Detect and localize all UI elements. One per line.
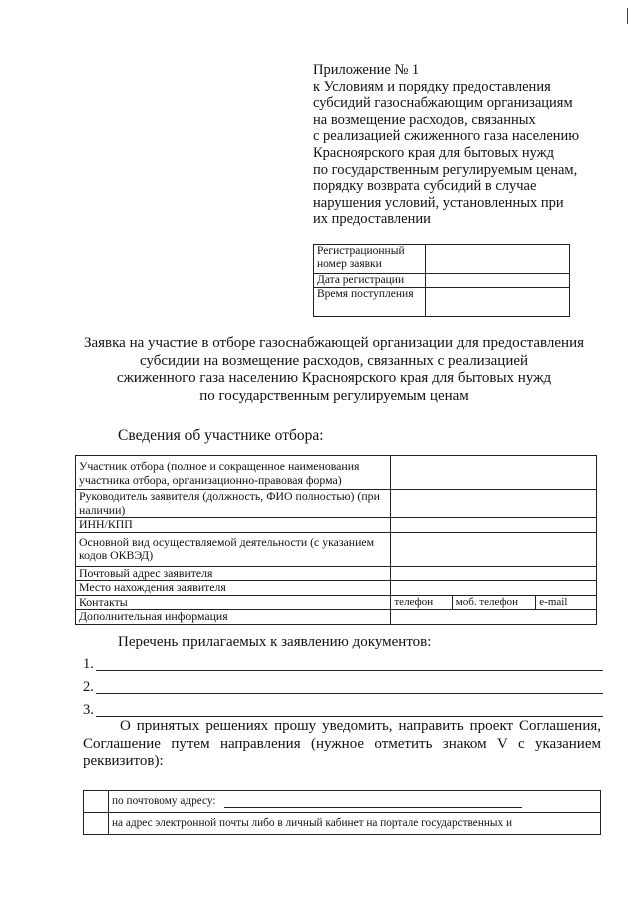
registration-number-field[interactable] — [426, 245, 570, 274]
title-line: сжиженного газа населению Красноярского края для бытовых нужд — [116, 370, 552, 386]
application-title — [60, 335, 608, 405]
email-field[interactable]: e-mail — [536, 595, 597, 610]
document-number: 1. — [83, 656, 94, 672]
table-row — [76, 456, 597, 490]
table-row — [76, 595, 597, 610]
title-line: Заявка на участие в отборе газоснабжающей организации для предоставления — [83, 335, 585, 351]
table-row — [76, 532, 597, 566]
email-option-label: на адрес электронной почты либо в личный кабинет на портале государственных и — [109, 813, 601, 835]
receipt-time-field[interactable] — [426, 288, 570, 317]
document-line — [96, 693, 603, 694]
registration-date-label: Дата регистрации — [314, 274, 426, 288]
table-row — [76, 581, 597, 596]
documents-heading: Перечень прилагаемых к заявлению документов: — [118, 634, 432, 650]
appendix-line: Красноярского края для бытовых нужд — [313, 144, 555, 161]
document-line — [96, 716, 603, 717]
registration-date-field[interactable] — [426, 274, 570, 288]
location-label: Место нахождения заявителя — [76, 581, 391, 596]
participant-name-label: Участник отбора (полное и сокращенное наименования участника отбора, организационно-правовая форма) — [76, 456, 391, 490]
table-row — [314, 288, 570, 317]
table-row — [76, 490, 597, 518]
postal-address-field[interactable] — [391, 566, 597, 581]
location-field[interactable] — [391, 581, 597, 596]
participant-info-heading: Сведения об участнике отбора: — [118, 427, 324, 444]
paragraph-line: Соглашение путем направления (нужное отметить знаком V с указанием — [83, 735, 601, 752]
participant-name-field[interactable] — [391, 456, 597, 490]
appendix-line: Приложение № 1 — [313, 62, 420, 78]
postal-option — [109, 791, 601, 813]
email-option-checkbox[interactable] — [84, 813, 109, 835]
table-row — [76, 518, 597, 533]
page-edge-mark — [627, 8, 628, 24]
table-row — [76, 566, 597, 581]
appendix-line: с реализацией сжиженного газа населению — [313, 128, 580, 145]
mobile-phone-field[interactable]: моб. телефон — [452, 595, 536, 610]
document-entry[interactable] — [83, 679, 603, 697]
inn-kpp-field[interactable] — [391, 518, 597, 533]
head-of-applicant-label: Руководитель заявителя (должность, ФИО полностью) (при наличии) — [76, 490, 391, 518]
postal-option-checkbox[interactable] — [84, 791, 109, 813]
document-line — [96, 670, 603, 671]
registration-table — [313, 244, 570, 317]
registration-number-label: Регистрационный номер заявки — [314, 245, 426, 274]
table-row — [76, 610, 597, 625]
paragraph-line: О принятых решениях прошу уведомить, направить проект Соглашения, — [120, 718, 601, 734]
paragraph-line: реквизитов): — [83, 753, 164, 769]
additional-info-label: Дополнительная информация — [76, 610, 391, 625]
table-row — [84, 813, 601, 835]
table-row — [314, 274, 570, 288]
appendix-line: к Условиям и порядку предоставления — [313, 78, 551, 95]
title-line: субсидии на возмещение расходов, связанных с реализацией — [139, 352, 529, 369]
appendix-line: по государственным регулируемым ценам, — [313, 161, 578, 178]
postal-address-label: Почтовый адрес заявителя — [76, 566, 391, 581]
main-activity-field[interactable] — [391, 532, 597, 566]
appendix-line: нарушения условий, установленных при — [313, 194, 564, 211]
document-entry[interactable] — [83, 656, 603, 674]
delivery-method-table — [83, 790, 601, 835]
contacts-label: Контакты — [76, 595, 391, 610]
inn-kpp-label: ИНН/КПП — [76, 518, 391, 533]
additional-info-field[interactable] — [391, 610, 597, 625]
receipt-time-label: Время поступления — [314, 288, 426, 317]
table-row — [84, 791, 601, 813]
document-number: 3. — [83, 702, 94, 718]
appendix-line: порядку возврата субсидий в случае — [313, 178, 537, 195]
postal-option-label: по почтовому адресу: — [112, 795, 216, 807]
document-number: 2. — [83, 679, 94, 695]
table-row — [314, 245, 570, 274]
title-line: по государственным регулируемым ценам — [199, 387, 469, 404]
appendix-line: на возмещение расходов, связанных — [313, 111, 536, 128]
notification-paragraph — [83, 718, 601, 771]
main-activity-label: Основной вид осуществляемой деятельности (с указанием кодов ОКВЭД) — [76, 532, 391, 566]
appendix-line: их предоставлении — [313, 211, 431, 228]
appendix-line: субсидий газоснабжающим организациям — [313, 95, 573, 112]
head-of-applicant-field[interactable] — [391, 490, 597, 518]
postal-address-input-line[interactable] — [224, 807, 522, 808]
appendix-header — [313, 62, 613, 228]
phone-field[interactable]: телефон — [391, 595, 452, 610]
participant-info-table — [75, 455, 597, 625]
